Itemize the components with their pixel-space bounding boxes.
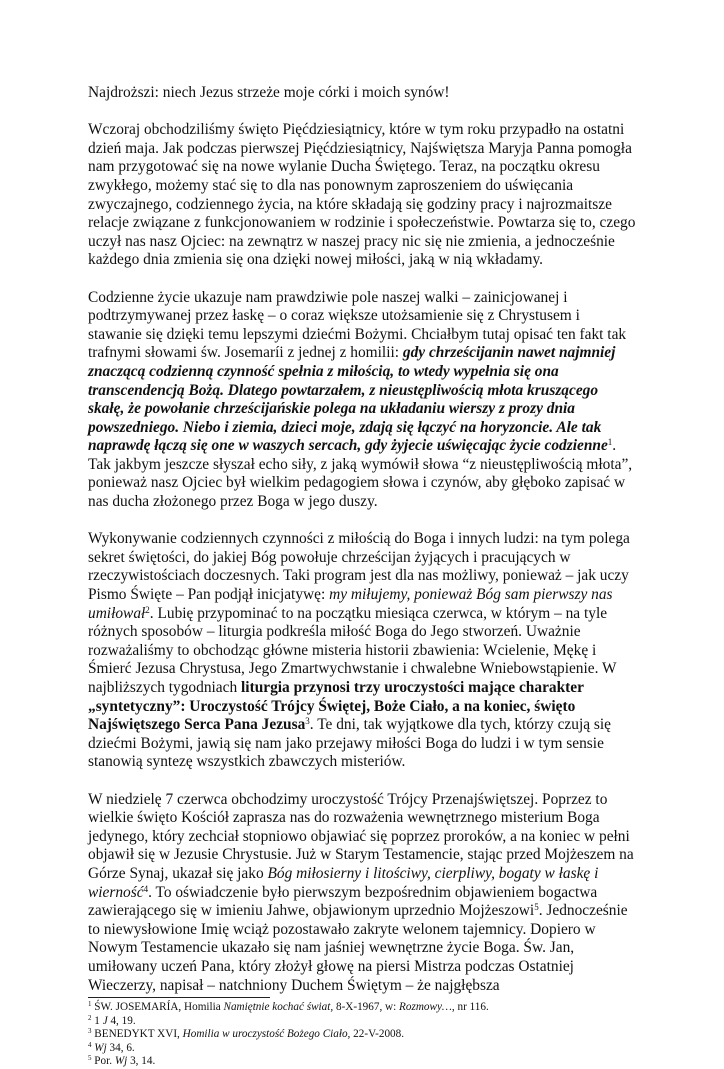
paragraph-1: Wczoraj obchodziliśmy święto Pięćdziesiątnicy, które w tym roku przypadło na ostatni dzień maja. Jak podczas pierwszej Pięćdziesiątnicy, Najświętsza Maryja Panna pomogła nam przygotować się na nowe wylanie Ducha Świętego. Teraz, na początku okresu zwykłego, możemy stać się to dla nas ponownym zaproszeniem do uświęcania zwyczajnego, codziennego życia, na które składają się godziny pracy i najrozmaitsze relacje związane z funkcjonowaniem w rodzinie i społeczeństwie. Powtarza się to, czego uczył nas nasz Ojciec: na zewnątrz w naszej pracy nic się nie zmienia, a jednocześnie każdego dnia zmienia się ona dzięki nowej miłości, jaką w nią wkładamy. <box>88 121 636 269</box>
footnote-ref-2[interactable]: 2 <box>145 604 150 615</box>
p4-text-c: . Jednocześnie to niewysłowione Imię wciąż pozostawało zakryte welonem tajemnicy. Dopiero w Nowym Testamencie ukazało się nam jaśniej wewnętrzne życie Boga. Św. Jan, umiłowany uczeń Pana, który złożył głowę na piersi Mistrza podczas Ostatniej Wieczerzy, napisał – natchniony Duchem Świętym – że najgłębsza <box>88 902 628 994</box>
p3-text-b: . Lubię przypominać to na początku miesiąca czerwca, w którym – na tyle różnych sposobów – liturgia podkreśla miłość Boga do Jego stworzeń. Uważnie rozważaliśmy to obchodząc główne misteria historii zbawienia: Wcielenie, Mękę i Śmierć Jezusa Chrystusa, Jego Zmartwychwstanie i chwalebne Wniebowstąpienie. W najbliższych tygodniach <box>88 604 617 696</box>
footnotes <box>88 1001 636 1069</box>
p3-text-a: Wykonywanie codziennych czynności z miłością do Boga i innych ludzi: na tym polega sekret świętości, do jakiej Bóg powołuje chrześcijan żyjących i pracujących w rzeczywistościach doczesnych. Taki program jest dla nas możliwy, ponieważ – jak uczy Pismo Święte – Pan podjął inicjatywę: <box>88 530 630 604</box>
footnote-2: $^2$ 1 J 4, 19. <box>88 1013 136 1027</box>
p4-text-b: . To oświadczenie było pierwszym bezpośrednim objawieniem bogactwa zawierającego się w imieniu Jahwe, objawionym uprzednio Mojżeszowi <box>88 883 598 920</box>
p3-italic-quote: my miłujemy, ponieważ Bóg sam pierwszy nas umiłował <box>88 586 613 622</box>
footnote-1: $^1$ ŚW. JOSEMARÍA, Homilia Namiętnie kochać świat, 8-X-1967, w: Rozmowy…, nr 116. <box>88 1000 489 1014</box>
footnote-ref-4[interactable]: 4 <box>143 883 149 894</box>
p2-text-b: . Tak jakbym jeszcze słyszał echo siły, z jaką wymówił słowa “z nieustępliwością młota”, ponieważ nasz Ojciec był wielkim pedagogiem słowa i czynów, aby głęboko zapisać w nas ducha złożonego przez Boga w jego duszy. <box>88 437 633 511</box>
p4-text-a: W niedzielę 7 czerwca obchodzimy uroczystość Trójcy Przenajświętszej. Poprzez to wielkie święto Kościół zaprasza nas do rozważenia wewnętrznego misterium Boga jedynego, który zechciał stopniowo objawiać się poprzez proroków, a na koniec w pełni objawił się w Jezusie Chrystusie. Już w Starym Testamencie, stając przed Mojżeszem na Górze Synaj, ukazał się jako <box>88 790 634 882</box>
letter-page <box>88 84 636 1069</box>
footnote-3: $^3$ BENEDYKT XVI, Homilia w uroczystość Bożego Ciało, 22-V-2008. <box>88 1027 405 1041</box>
paragraph-3 <box>88 530 636 772</box>
footnote-ref-3[interactable]: 3 <box>305 716 310 727</box>
paragraph-4 <box>88 791 636 996</box>
footnote-ref-1[interactable]: 1 <box>607 437 613 448</box>
footnote-ref-5[interactable]: 5 <box>534 902 539 913</box>
paragraph-2 <box>88 289 636 512</box>
p2-quote: gdy chrześcijanin nawet najmniej znaczącą codzienną czynność spełnia z miłością, to wtedy wypełnia się ona transcendencją Bożą. Dlatego powtarzałem, z nieustępliwością młota kruszącego skałę, że powołanie chrześcijańskie polega na układaniu wierszy z prozy dnia powszedniego. Niebo i ziemia, dzieci moje, zdają się łączyć na horyzoncie. Ale tak naprawdę łączą się one w waszych sercach, gdy żyjecie uświęcając życie codzienne <box>88 344 616 455</box>
footnote-5: $^5$ Por. Wj 3, 14. <box>88 1054 156 1068</box>
p3-text-c: . Te dni, tak wyjątkowe dla tych, którzy czują się dziećmi Bożymi, jawią się nam jako przejawy miłości Boga do ludzi i w tym sensie stanowią syntezę wszystkich zbawczych misteriów. <box>88 716 612 771</box>
footnote-separator <box>88 997 270 998</box>
p4-italic-quote: Bóg miłosierny i litościwy, cierpliwy, bogaty w łaskę i wierność <box>88 864 599 901</box>
p2-text-a: Codzienne życie ukazuje nam prawdziwie pole naszej walki – zainicjowanej i podtrzymywanej przez łaskę – o coraz większe utożsamienie się z Chrystusem i stawanie się dzięki temu lepszymi dziećmi Bożymi. Chciałbym tutaj opisać ten fakt tak trafnymi słowami św. Josemaríi z jednej z homilii: <box>88 288 627 362</box>
greeting: Najdroższi: niech Jezus strzeże moje córki i moich synów! <box>88 84 450 101</box>
footnote-4: $^4$ Wj 34, 6. <box>88 1040 135 1054</box>
p3-bold: liturgia przynosi trzy uroczystości mające charakter „syntetyczny”: Uroczystość Trójcy Świętej, Boże Ciało, a na koniec, święto Najświętszego Serca Pana Jezusa <box>88 679 584 734</box>
